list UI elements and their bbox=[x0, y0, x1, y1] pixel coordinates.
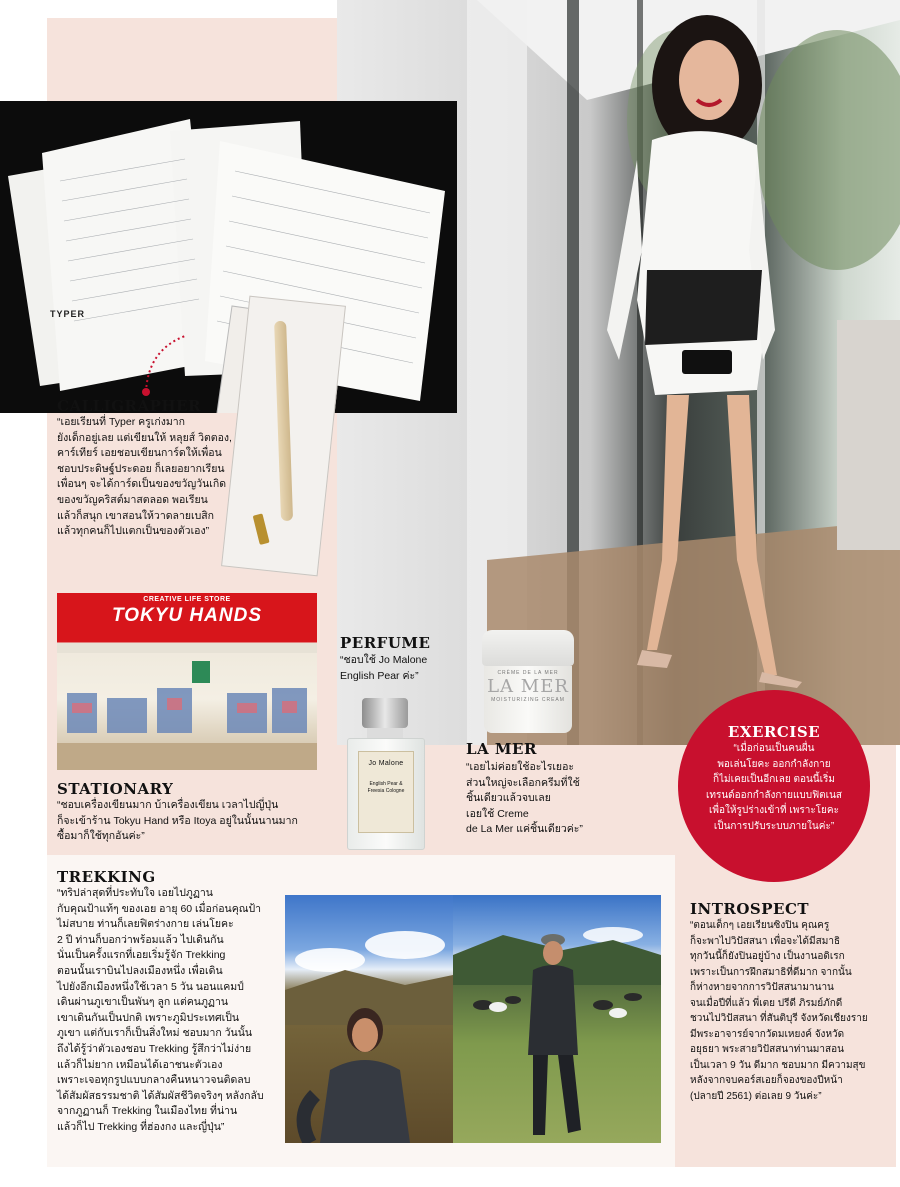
exercise-text: “เมื่อก่อนเป็นคนผื่น พอเล่นโยคะ ออกกำลังกาย ก็ไม่เคยเป็นอีกเลย ตอนนี้เริ่ม เทรนด์ออกกำลังกายแบบฟิตเนส เพื่อให้รูปร่างเข้าที่ เพราะโยคะ เป็นการปรับระบบภายในค่ะ” bbox=[705, 743, 843, 832]
jar-small-text: CRÈME DE LA MER bbox=[497, 670, 559, 676]
introspect-text: “ตอนเด็กๆ เอยเรียนซิงปิน คุณครู ก็จะพาไปวิปัสสนา เพื่อจะได้มีสมาธิ ทุกวันนี้ก็ยังปินอยู่บ้าง เป็นงานอดิเรก เพราะเป็นการฝึกสมาธิที่ดีมาก จากนั้น ก็ห่างหายจากการวิปัสสนามานาน จนเมื่อปีที่แล้ว พี่เตย ปรีดี ภิรมย์ภักดี ชวนไปวิปัสสนา ที่สันติบุรี จังหวัดเชียงราย มีพระอาจารย์จากวัดมเหยงค์ จังหวัด อยุธยา พระสายวิปัสสนาท่านมาสอน เป็นเวลา 9 วัน ดีมาก ชอบมาก มีความสุข หลังจากจบคอร์สเอยก็จองของปีหน้า (ปลายปี 2561) ต่อเลย 9 วันค่ะ” bbox=[690, 920, 868, 1102]
tokyu-hands-photo bbox=[57, 593, 317, 770]
lamer-jar bbox=[482, 630, 574, 733]
calligraphy-pointer bbox=[140, 330, 200, 400]
jar-sub-text: MOISTURIZING CREAM bbox=[491, 697, 565, 703]
trekking-heading: TREKKING bbox=[57, 868, 156, 886]
calligraphy-photo bbox=[0, 101, 457, 413]
store-interior bbox=[57, 643, 317, 770]
lamer-text: “เอยไม่ค่อยใช้อะไรเยอะ ส่วนใหญ่จะเลือกครีมที่ใช้ ชิ้นเดียวแล้วจบเลย เอยใช้ Creme de La Mer แค่ชิ้นเดียวค่ะ” bbox=[466, 761, 583, 836]
bottle-label bbox=[358, 751, 414, 833]
calligrapher-text: “เอยเรียนที่ Typer ครูเก่งมาก ยังเด็กอยู่เลย แต่เขียนให้ หลุยส์ วิตตอง, คาร์เทียร์ เอยชอบเขียนการ์ดให้เพื่อน ชอบประดิษฐ์ประดอย ก็เลยอยากเรียน เพื่อนๆ จะได้การ์ดเป็นของขวัญวันเกิด ของขวัญคริสต์มาสตลอด พอเรียน แล้วก็สนุก เขาสอนให้วาดลายเบสิก แล้วทุกคนก็ไปแตกเป็นของตัวเอง” bbox=[57, 416, 232, 538]
top-pink-panel bbox=[47, 18, 337, 103]
trekking-text: “ทริปล่าสุดที่ประทับใจ เอยไปภูฏาน กับคุณป้าแท้ๆ ของเอย อายุ 60 เมื่อก่อนคุณป้า ไม่สบาย ท่านก็เลยฟิตร่างกาย เล่นโยคะ 2 ปี ท่านก็บอกว่าพร้อมแล้ว ไปเดินกัน นั่นเป็นครั้งแรกที่เอยเริ่มรู้จัก Trekking ตอนนั้นเราบินไปลงเมืองหนึ่ง เพื่อเดิน ไปยังอีกเมืองหนึ่งใช้เวลา 5 วัน นอนแคมป์ เดินผ่านภูเขาเป็นพันๆ ลูก แต่คนภูฏาน เขาเดินกันเป็นปกติ เพราะภูมิประเทศเป็น ภูเขา แต่กับเราก็เป็นสิ่งใหม่ ชอบมาก วันนั้น ถึงได้รู้ว่าตัวเองชอบ Trekking รู้สึกว่าไม่ง่าย แล้วก็ไม่ยาก เหมือนได้เอาชนะตัวเอง เพราะเจอทุกรูปแบบกลางคืนหนาวจนติดลบ ได้สัมผัสธรรมชาติ ได้สัมผัสชีวิตจริงๆ หลังกลับ จากภูฏานก็ Trekking ในเมืองไทย ที่น่าน แล้วก็ไป Trekking ที่ฮ่องกง และญี่ปุ่น” bbox=[57, 887, 264, 1133]
jar-brand-text: LA MER bbox=[487, 676, 569, 697]
bottle-neck bbox=[367, 728, 403, 738]
exercise-circle bbox=[678, 690, 870, 882]
trekking-left-illustration bbox=[285, 895, 453, 1143]
calligrapher-heading: CALLIGRAPHER bbox=[57, 397, 201, 415]
typer-label: TYPER bbox=[50, 309, 86, 319]
stationary-text: “ชอบเครื่องเขียนมาก บ้าเครื่องเขียน เวลาไปญี่ปุ่น ก็จะเข้าร้าน Tokyu Hand หรือ Itoya อยู่ในนั้นนานมาก ซื้อมาก็ใช้ทุกอันค่ะ” bbox=[57, 799, 298, 843]
trekking-right-illustration bbox=[453, 895, 661, 1143]
perfume-text: “ชอบใช้ Jo Malone English Pear ค่ะ” bbox=[340, 654, 428, 682]
lamer-heading: LA MER bbox=[466, 740, 537, 758]
bottle-label-text: English Pear & Freesia Cologne bbox=[367, 781, 405, 794]
perfume-heading: PERFUME bbox=[340, 634, 431, 652]
tokyu-sign-main: TOKYU HANDS bbox=[112, 605, 262, 626]
bottle-brand: Jo Malone bbox=[368, 760, 404, 767]
bottle-cap bbox=[362, 698, 408, 728]
jar-lid bbox=[482, 630, 574, 666]
calligraphy-sheets bbox=[0, 101, 457, 413]
jar-body bbox=[484, 666, 572, 733]
perfume-bottle bbox=[345, 698, 425, 848]
exercise-heading: EXERCISE bbox=[727, 723, 821, 741]
pen-body bbox=[274, 321, 293, 521]
tokyu-sign-top: CREATIVE LIFE STORE bbox=[143, 596, 231, 603]
trekking-photo-left bbox=[285, 895, 453, 1143]
bottle-glass bbox=[347, 738, 425, 850]
introspect-heading: INTROSPECT bbox=[690, 900, 810, 918]
trekking-photo-right bbox=[453, 895, 661, 1143]
stationary-heading: STATIONARY bbox=[57, 780, 174, 798]
